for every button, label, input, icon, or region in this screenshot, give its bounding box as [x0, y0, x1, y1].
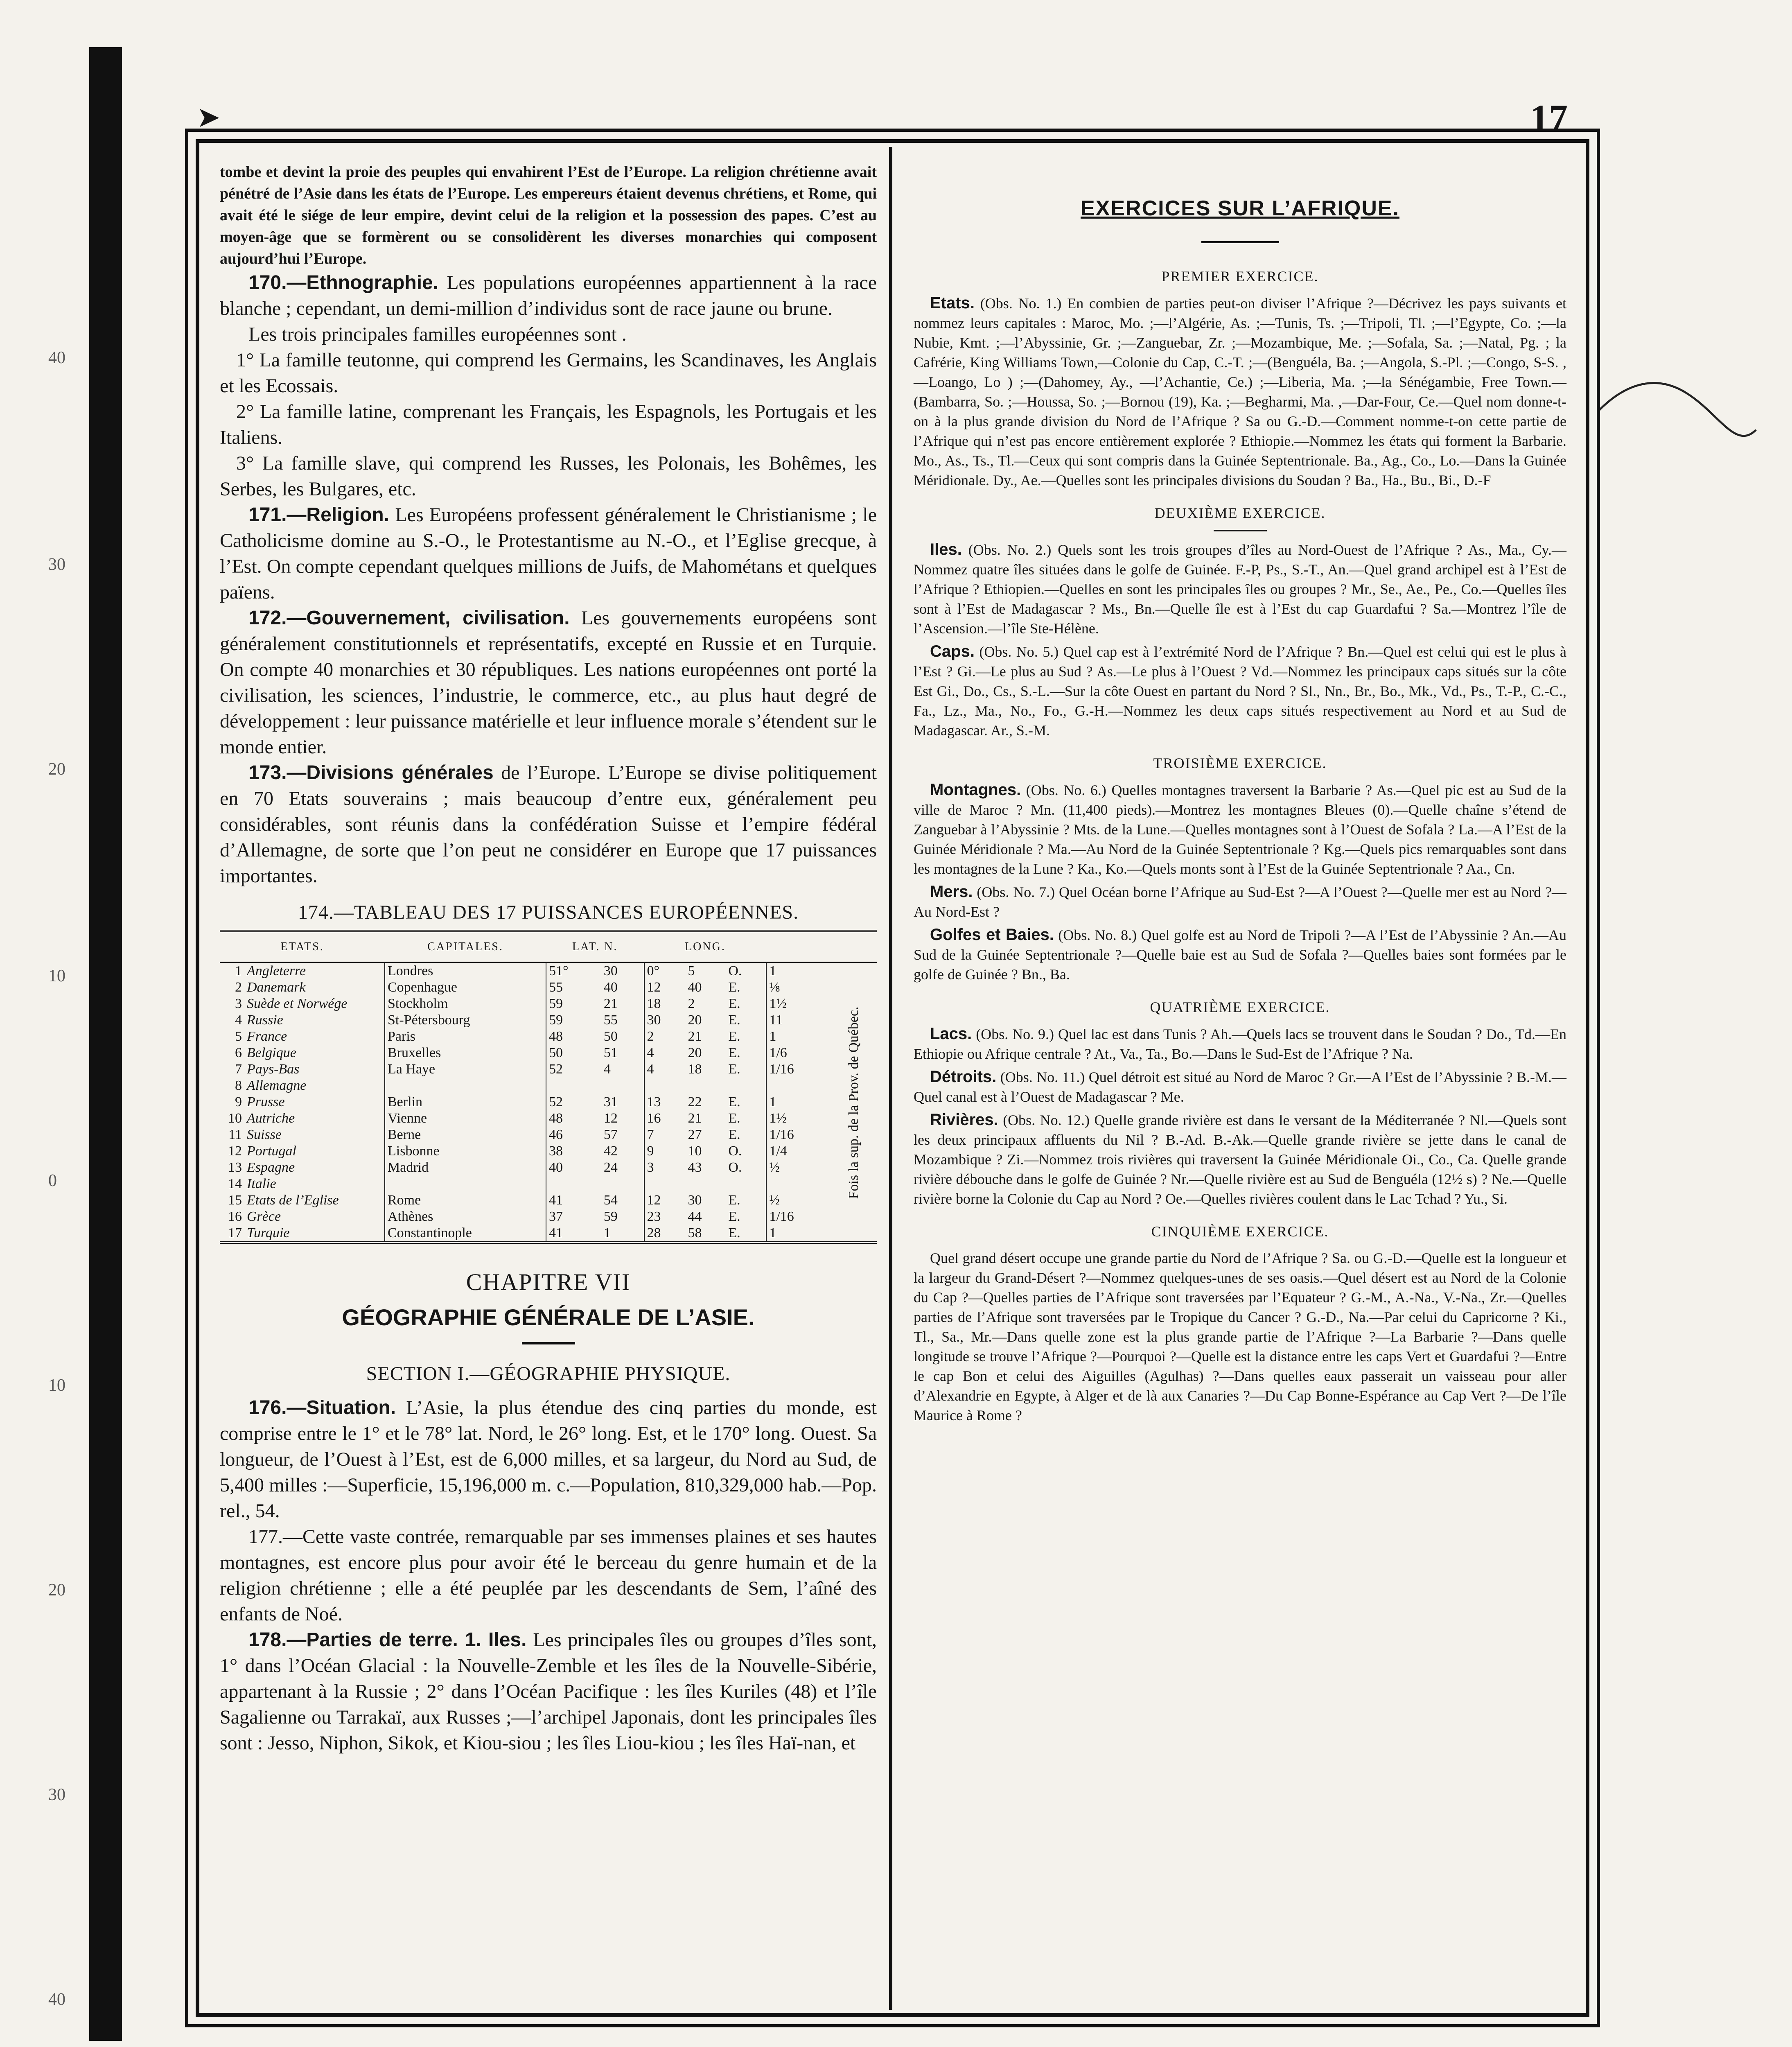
cell-lon-d	[644, 1078, 686, 1094]
cell-lon-m	[686, 1176, 726, 1192]
cell-lat-d: 50	[546, 1045, 601, 1061]
column-header: LAT. N.	[546, 931, 644, 962]
paragraph-text: Les gouvernements européens sont généralement constitutionnels et représentatifs, excepté en Russie et en Turquie. On compte 40 monarchies et 30 républiques. Les nations européennes ont porté la civilisation, les sciences, l’industrie, le commerce, etc., au plus haut degré de développement : leur puissance matérielle et leur influence morale s’étendent sur le monde entier.	[220, 607, 877, 758]
chapter-title: GÉOGRAPHIE GÉNÉRALE DE L’ASIE.	[342, 1304, 755, 1330]
cell-lon-d: 4	[644, 1061, 686, 1078]
margin-mark: 30	[48, 1785, 65, 1804]
cell-state: Autriche	[247, 1111, 295, 1126]
table-row	[220, 1078, 877, 1094]
cell-capital: Berlin	[385, 1094, 546, 1110]
column-header: ETATS.	[220, 931, 385, 962]
table-row	[220, 1094, 877, 1110]
margin-mark: 40	[48, 1990, 65, 2009]
cell-lat-d: 52	[546, 1094, 601, 1110]
family-teutonne: 1° La famille teutonne, qui comprend les Germains, les Scandinaves, les Anglais et les Ecossais.	[220, 349, 877, 397]
cell-ratio: 11	[766, 1012, 831, 1028]
cell-state: Russie	[247, 1012, 283, 1028]
table-row	[220, 1012, 877, 1028]
cell-lon-m: 43	[688, 1160, 702, 1175]
exercise-text: (Obs. No. 7.) Quel Océan borne l’Afrique au Sud-Est ?—A l’Ouest ?—Quelle mer est au Nord ?—Au Nord-Est ?	[914, 884, 1566, 920]
exercise-5-title: CINQUIÈME EXERCICE.	[1151, 1223, 1329, 1240]
exercise-2-title: DEUXIÈME EXERCICE.	[1154, 505, 1326, 521]
divider-rule	[1214, 530, 1267, 531]
exercise-heading: Golfes et Baies.	[930, 926, 1054, 944]
table-title: 174.—TABLEAU DES 17 PUISSANCES EUROPÉENNES.	[298, 901, 799, 923]
margin-mark: 0	[48, 1171, 57, 1190]
paragraph-173	[220, 760, 877, 889]
cell-lat-m	[601, 1176, 644, 1192]
paragraph-171	[220, 502, 877, 605]
cell-n: 15	[228, 1193, 242, 1208]
cell-lon-m: 21	[688, 1029, 702, 1044]
cell-lon-d: 0°	[644, 962, 686, 980]
table-row	[220, 1061, 877, 1078]
exercise-text: (Obs. No. 8.) Quel golfe est au Nord de Tripoli ?—A l’Est de l’Abyssinie ? An.—Au Sud de la Guinée Septentrionale ?—Quelle baie est au Sud de Sofala ?—Quelles baies sont formées par le golfe de Guinée ? Bn., Ba.	[914, 927, 1566, 983]
cell-lon-m: 20	[688, 1012, 702, 1028]
cell-capital: Constantinople	[385, 1225, 546, 1243]
cell-lat-m: 1	[603, 1225, 611, 1240]
cell-lon-m	[686, 1078, 726, 1094]
cell-lat-d: 38	[546, 1143, 601, 1159]
cell-capital: Rome	[385, 1192, 546, 1209]
cell-lat-m	[601, 1078, 644, 1094]
cell-dir: O.	[728, 1160, 742, 1175]
cell-lat-m: 57	[603, 1127, 618, 1142]
cell-state: Portugal	[247, 1143, 296, 1159]
cell-state: Italie	[247, 1176, 276, 1191]
cell-ratio	[766, 1176, 831, 1192]
families-intro: Les trois principales familles européennes sont .	[248, 323, 627, 345]
exercise-heading: Rivières.	[930, 1111, 998, 1129]
cell-lon-d: 2	[644, 1028, 686, 1045]
cell-lon-d: 3	[644, 1159, 686, 1176]
cell-lat-d: 46	[546, 1127, 601, 1143]
exercise-text: (Obs. No. 9.) Quel lac est dans Tunis ? Ah.—Quels lacs se trouvent dans le Soudan ? Do., Td.—En Ethiopie ou Afrique centrale ? At., Va., Ta., Bo.—Dans le Sud-Est de l’Afrique ? Na.	[914, 1026, 1566, 1062]
cell-lat-d: 41	[546, 1192, 601, 1209]
cell-lon-m: 44	[688, 1209, 702, 1224]
paragraph-170	[220, 270, 877, 321]
left-column	[220, 161, 877, 1756]
cell-n: 2	[235, 980, 242, 995]
cell-dir: E.	[728, 1111, 740, 1126]
cell-capital: Stockholm	[385, 996, 546, 1012]
paragraph-text: L’Asie, la plus étendue des cinq parties du monde, est comprise entre le 1° et le 78° lat. Nord, le 26° long. Est, et le 170° long. Ouest. Sa longueur, de l’Ouest à l’Est, est de 6,000 milles, et sa largeur, du Nord au Sud, de 5,400 milles :—Superficie, 15,196,000 m. c.—Population, 810,329,000 hab.—Pop. rel., 54.	[220, 1397, 877, 1522]
margin-mark: 10	[48, 1376, 65, 1395]
column-header: LONG.	[644, 931, 767, 962]
cell-n: 9	[235, 1094, 242, 1109]
cell-lat-m: 21	[603, 996, 618, 1011]
cell-lon-d: 18	[644, 996, 686, 1012]
paragraph-172	[220, 605, 877, 760]
exercise-1-title: PREMIER EXERCICE.	[1161, 268, 1319, 285]
paragraph-text: de l’Europe. L’Europe se divise politiquement en 70 Etats souverains ; mais beaucoup d’entre eux, généralement peu considérables, sont réunis dans la confédération Suisse et l’empire fédéral d’Allemagne, de sorte que l’on peut ne considérer en Europe que 17 puissances importantes.	[220, 762, 877, 887]
cell-dir: O.	[728, 1143, 742, 1159]
right-column	[914, 161, 1566, 1428]
cell-lon-m: 18	[688, 1062, 702, 1077]
cell-capital: Bruxelles	[385, 1045, 546, 1061]
cell-lon-d: 4	[644, 1045, 686, 1061]
cell-ratio: 1	[766, 962, 831, 980]
powers-table	[220, 930, 877, 1244]
cell-lat-d: 52	[546, 1061, 601, 1078]
margin-mark: 20	[48, 1581, 65, 1600]
cell-capital	[385, 1078, 546, 1094]
paragraph-178	[220, 1627, 877, 1756]
exercise-caps	[914, 642, 1566, 740]
cell-n: 7	[235, 1062, 242, 1077]
table-row	[220, 1127, 877, 1143]
cell-n: 8	[235, 1078, 242, 1093]
cell-state: Espagne	[247, 1160, 295, 1175]
cell-lat-m: 40	[603, 980, 618, 995]
cell-lon-d: 13	[644, 1094, 686, 1110]
cell-lon-d: 12	[644, 1192, 686, 1209]
exercise-text: (Obs. No. 12.) Quelle grande rivière est dans le versant de la Méditerranée ? Nl.—Quels sont les deux principaux affluents du Nil ? B.-Ad. B.-Ak.—Quelle grande rivière se jette dans le canal de Mozambique ? Zi.—Nommez trois rivières qui traversent la Guinée Méridionale Oi., Co., Ca. Quelle grande rivière débouche dans le golfe de Guinée ? Nr.—Quelle rivière est au Sud de Benguéla (12½ s) ? Ne.—Quelle rivière borne la Colonie du Cap au Nord ? Oe.—Quelles rivières coulent dans le Lac Tchad ? Yu., Si.	[914, 1112, 1566, 1207]
cell-lat-d	[546, 1176, 601, 1192]
corner-arrow-icon: ➤	[196, 102, 221, 133]
table-row	[220, 1028, 877, 1045]
cell-dir: E.	[728, 1045, 740, 1060]
cell-dir: E.	[728, 1225, 740, 1240]
cell-capital: Athènes	[385, 1209, 546, 1225]
exercise-heading: Lacs.	[930, 1025, 972, 1043]
divider-rule	[522, 1342, 575, 1344]
cell-lat-m: 42	[603, 1143, 618, 1159]
cell-dir: E.	[728, 1209, 740, 1224]
cell-lat-d: 59	[546, 1012, 601, 1028]
table-row	[220, 1159, 877, 1176]
cell-dir: E.	[728, 1062, 740, 1077]
cell-lat-d: 48	[546, 1028, 601, 1045]
page-frame	[196, 139, 1589, 2017]
heading-gouvernement: 172.—Gouvernement, civilisation.	[248, 607, 570, 629]
cell-capital: La Haye	[385, 1061, 546, 1078]
page-number: 17	[1530, 97, 1568, 139]
exercise-heading: Iles.	[930, 540, 962, 558]
cell-ratio: 1	[766, 1028, 831, 1045]
exercise-desert: Quel grand désert occupe une grande partie du Nord de l’Afrique ? Sa. ou G.-D.—Quelle est la longueur et la largeur du Grand-Désert ?—Nommez quelques-unes de ses oasis.—Quel désert est au Nord de la Colonie du Cap ?—Quelles parties de l’Afrique sont traversées par l’Equateur ? G.-M., A.-Na., V.-Na., Zr.—Quelles parties de l’Afrique sont traversées par le Tropique du Cancer ? G.-D., Na.—Par celui du Capricorne ? Ki., Tl., Sa., Mr.—Dans quelle zone est la plus grande partie de l’Afrique ?—La Barbarie ?—Dans quelle longitude se trouve l’Afrique ?—Pourquoi ?—Quelle est la distance entre les caps Vert et Guardafui ?—Entre le cap Bon et celui des Aiguilles (Agulhas) ?—Dans quelles eaux passerait un vaisseau pour aller d’Alexandrie en Egypte, à Alger et de là aux Canaries ?—Du Cap Bonne-Espérance au Cap Vert ?—De l’île Maurice à Rome ?	[914, 1250, 1566, 1423]
heading-parties-de-terre: 178.—Parties de terre. 1. Iles.	[248, 1629, 527, 1651]
cell-lat-d: 59	[546, 996, 601, 1012]
exercise-detroits	[914, 1067, 1566, 1107]
column-divider	[889, 147, 892, 2010]
cell-ratio: 1	[766, 1094, 831, 1110]
binding-edge	[89, 47, 122, 2041]
margin-mark: 20	[48, 760, 65, 779]
cell-state: Belgique	[247, 1045, 296, 1060]
cell-dir: O.	[728, 963, 742, 978]
cell-ratio: 1/16	[766, 1061, 831, 1078]
cell-dir: E.	[728, 1127, 740, 1142]
cell-lat-d: 48	[546, 1110, 601, 1127]
cell-lat-d	[546, 1078, 601, 1094]
cell-capital: Lisbonne	[385, 1143, 546, 1159]
table-row	[220, 979, 877, 996]
cell-lon-m: 27	[688, 1127, 702, 1142]
cell-ratio: 1½	[766, 1110, 831, 1127]
cell-capital: St-Pétersbourg	[385, 1012, 546, 1028]
heading-religion: 171.—Religion.	[248, 504, 390, 526]
cell-lat-m: 54	[603, 1193, 618, 1208]
cell-capital: Londres	[385, 962, 546, 980]
cell-dir: E.	[728, 980, 740, 995]
margin-mark: 30	[48, 555, 65, 574]
cell-n: 13	[228, 1160, 242, 1175]
cell-dir: E.	[728, 1012, 740, 1028]
exercise-lacs	[914, 1024, 1566, 1064]
margin-mark: 40	[48, 348, 65, 367]
cell-dir: E.	[728, 1193, 740, 1208]
table-row	[220, 1209, 877, 1225]
exercise-3-title: TROISIÈME EXERCICE.	[1153, 755, 1327, 771]
family-slave: 3° La famille slave, qui comprend les Russes, les Polonais, les Bohêmes, les Serbes, les Bulgares, etc.	[220, 452, 877, 500]
cell-n: 12	[228, 1143, 242, 1159]
cell-state: Suisse	[247, 1127, 282, 1142]
cell-state: Danemark	[247, 980, 306, 995]
cell-n: 3	[235, 996, 242, 1011]
table-row	[220, 962, 877, 980]
cell-n: 11	[228, 1127, 242, 1142]
left-margin-strip	[0, 0, 88, 2047]
cell-state: Etats de l’Eglise	[247, 1193, 339, 1208]
cell-lon-m: 5	[688, 963, 695, 978]
cell-lon-m: 58	[688, 1225, 702, 1240]
cell-lon-m: 10	[688, 1143, 702, 1159]
cell-capital: Berne	[385, 1127, 546, 1143]
cell-n: 10	[228, 1111, 242, 1126]
cell-ratio: ½	[766, 1192, 831, 1209]
heading-situation: 176.—Situation.	[248, 1397, 396, 1419]
cell-dir: E.	[728, 1094, 740, 1109]
cell-state: Angleterre	[247, 963, 306, 978]
table-row	[220, 1143, 877, 1159]
cell-ratio: ⅛	[766, 979, 831, 996]
cell-lon-m: 30	[688, 1193, 702, 1208]
paragraph-176	[220, 1395, 877, 1524]
paragraph-text: Les Européens professent généralement le Christianisme ; le Catholicisme domine au S.-O., le Protestantisme au N.-O., et l’Eglise grecque, à l’Est. On compte cependant quelques millions de Juifs, de Mahométans et quelques païens.	[220, 504, 877, 603]
cell-lat-d: 51°	[546, 962, 601, 980]
cell-ratio: 1/16	[766, 1127, 831, 1143]
exercise-text: (Obs. No. 1.) En combien de parties peut-on diviser l’Afrique ?—Décrivez les pays suivants et nommez leurs capitales : Maroc, Mo. ;—l’Algérie, As. ;—Tunis, Ts. ;—Tripoli, Tl. ;—l’Egypte, Co. ;—la Nubie, Kmt. ;—l’Abyssinie, Gr. ;—Zanguebar, Zr. ;—Mozambique, Me. ;—Sofala, Sa. ;—Natal, Pg. ; la Cafrérie, King Williams Town,—Colonie du Cap, C.-T. ;—(Benguéla, Ba. ;—Angola, S.-Pl. ;—Congo, S-S. ,—Loango, Lo ) ;—(Dahomey, Ay., —l’Achantie, Ce.) ;—Liberia, Ma. ;—la Sénégambie, Free Town.—(Bambarra, So. ;—Houssa, So. ;—Bornou (19), Ka. ;—Begharmi, Ma. ,—Dar-Four, Ce.—Quel nom donne-t-on à la plus grande division du Nord de l’Afrique ? Sa ou G.-D.—Comment nomme-t-on cette partie de l’Afrique qui n’est pas encore entièrement explorée ? Ethiopie.—Nommez les états qui forment la Barbarie. Mo., As., Ts., Tl.—Ceux qui sont compris dans la Guinée Septentrionale. Ba., Ag., Co., Lo.—Dans la Guinée Méridionale. Dy., Ae.—Quelles sont les principales divisions du Soudan ? Ba., Ha., Bu., Bi., D.-F	[914, 295, 1566, 488]
cell-lat-m: 55	[603, 1012, 618, 1028]
cell-dir	[726, 1078, 766, 1094]
cell-ratio: 1/4	[766, 1143, 831, 1159]
family-latine: 2° La famille latine, comprenant les Français, les Espagnols, les Portugais et les Italiens.	[220, 401, 877, 448]
heading-ethnographie: 170.—Ethnographie.	[248, 272, 439, 294]
cell-lat-m: 30	[603, 963, 618, 978]
cell-ratio: 1/16	[766, 1209, 831, 1225]
cell-n: 16	[228, 1209, 242, 1224]
divider-rule	[1201, 241, 1279, 243]
cell-lon-d: 12	[644, 979, 686, 996]
paragraph-text: Les populations européennes appartiennent à la race blanche ; cependant, un demi-million d’individus sont de race jaune ou brune.	[220, 272, 877, 319]
cell-ratio: 1½	[766, 996, 831, 1012]
pen-scribble-icon	[1588, 368, 1760, 475]
exercise-text: (Obs. No. 5.) Quel cap est à l’extrémité Nord de l’Afrique ? Bn.—Quel est celui qui est le plus à l’Est ? Gi.—Le plus au Sud ? As.—Le plus à l’Ouest ? Vd.—Nommez les principaux caps situés sur la côte Est Gi., Do., Cs., S.-L.—Sur la côte Ouest en partant du Nord ? Sl., Nn., Br., Bo., Mk., Vd., Ps., T.-P., C.-C., Fa., Lz., Ma., No., Fo., G.-H.—Nommez les deux caps situés respectivement au Nord et au Sud de Madagascar. Ar., S.-M.	[914, 644, 1566, 739]
cell-lat-m: 4	[603, 1062, 611, 1077]
cell-state: Allemagne	[247, 1078, 307, 1093]
table-row	[220, 1176, 877, 1192]
cell-dir	[726, 1176, 766, 1192]
cell-lon-d: 23	[644, 1209, 686, 1225]
cell-dir: E.	[728, 1029, 740, 1044]
cell-state: Turquie	[247, 1225, 290, 1240]
cell-dir: E.	[728, 996, 740, 1011]
table-row	[220, 1110, 877, 1127]
table-row	[220, 996, 877, 1012]
exercise-4-title: QUATRIÈME EXERCICE.	[1150, 999, 1330, 1015]
cell-lat-d: 37	[546, 1209, 601, 1225]
chapter-number: CHAPITRE VII	[466, 1269, 631, 1295]
cell-lon-m: 21	[688, 1111, 702, 1126]
cell-n: 5	[235, 1029, 242, 1044]
cell-ratio: 1/6	[766, 1045, 831, 1061]
exercise-heading: Détroits.	[930, 1068, 997, 1086]
cell-lat-d: 40	[546, 1159, 601, 1176]
cell-lon-d: 9	[644, 1143, 686, 1159]
cell-capital: Madrid	[385, 1159, 546, 1176]
cell-state: Pays-Bas	[247, 1062, 300, 1077]
cell-lat-m: 59	[603, 1209, 618, 1224]
cell-n: 4	[235, 1012, 242, 1028]
cell-n: 6	[235, 1045, 242, 1060]
cell-lon-m: 40	[688, 980, 702, 995]
paragraph-177: 177.—Cette vaste contrée, remarquable par ses immenses plaines et ses hautes montagnes, est encore plus pour avoir été le berceau du genre humain et de la religion chrétienne ; elle a été peuplée par les descendants de Sem, l’aîné des enfants de Noé.	[220, 1526, 877, 1625]
cell-lat-m: 31	[603, 1094, 618, 1109]
exercise-heading: Etats.	[930, 294, 975, 312]
section-title: SECTION I.—GÉOGRAPHIE PHYSIQUE.	[366, 1363, 731, 1385]
exercises-title: EXERCICES SUR L’AFRIQUE.	[1081, 197, 1399, 220]
cell-lon-m: 2	[688, 996, 695, 1011]
cell-lat-m: 51	[603, 1045, 618, 1060]
cell-state: Prusse	[247, 1094, 285, 1109]
cell-capital: Vienne	[385, 1110, 546, 1127]
exercise-text: (Obs. No. 11.) Quel détroit est situé au Nord de Maroc ? Gr.—A l’Est de l’Abyssinie ? B.-M.—Quel canal est à l’Ouest de Madagascar ? Me.	[914, 1069, 1566, 1105]
cell-lon-d	[644, 1176, 686, 1192]
cell-lat-d: 55	[546, 979, 601, 996]
cell-ratio: 1	[766, 1225, 831, 1243]
exercise-text: (Obs. No. 6.) Quelles montagnes traversent la Barbarie ? As.—Quel pic est au Sud de la ville de Maroc ? Mn. (11,400 pieds).—Montrez les montagnes Bleues (0).—Quelle chaîne s’étend de Zanguebar à l’Abyssinie ? Mts. de la Lune.—Quelles montagnes sont à l’Ouest de Sofala ? La.—A l’Est de la Guinée Méridionale ? Ma.—Au Nord de la Guinée Septentrionale ? Kg.—Quels pics remarquables sont dans les montagnes de la Lune ? Ka., Ko.—Quels monts sont à l’Est de la Guinée Septentrionale ? Aa., Cn.	[914, 782, 1566, 877]
cell-capital	[385, 1176, 546, 1192]
cell-ratio: ½	[766, 1159, 831, 1176]
cell-lon-d: 7	[644, 1127, 686, 1143]
cell-lat-m: 50	[603, 1029, 618, 1044]
table-row	[220, 1225, 877, 1243]
cell-state: Grèce	[247, 1209, 281, 1224]
exercise-heading: Montagnes.	[930, 781, 1021, 799]
cell-lon-d: 30	[644, 1012, 686, 1028]
quebec-note: Fois la sup. de la Prov. de Québec.	[846, 1006, 862, 1199]
exercise-montagnes	[914, 780, 1566, 879]
cell-lon-d: 28	[644, 1225, 686, 1243]
cell-ratio	[766, 1078, 831, 1094]
cell-n: 1	[235, 963, 242, 978]
column-header: CAPITALES.	[385, 931, 546, 962]
cell-lon-m: 22	[688, 1094, 702, 1109]
exercise-text: (Obs. No. 2.) Quels sont les trois groupes d’îles au Nord-Ouest de l’Afrique ? As., Ma., Cy.—Nommez quatre îles situées dans le golfe de Guinée. F.-P, Ps., S.-T., An.—Quel grand archipel est à l’Est de l’Afrique ? Ethiopien.—Quelles en sont les principales îles ou groupes ? Mr., Se., Ae., Pe., Co.—Quelles îles sont à l’Est de Madagascar ? Ms., Bn.—Quelle île est à l’Est du cap Guardafui ? Sa.—Montrez l’île de l’Ascension.—l’île Ste-Hélène.	[914, 542, 1566, 637]
exercise-heading: Caps.	[930, 642, 975, 660]
exercise-mers	[914, 882, 1566, 922]
exercise-iles	[914, 540, 1566, 638]
table-row	[220, 1192, 877, 1209]
exercise-rivieres	[914, 1110, 1566, 1209]
cell-n: 14	[228, 1176, 242, 1191]
cell-lat-m: 24	[603, 1160, 618, 1175]
cell-lon-m: 20	[688, 1045, 702, 1060]
exercise-heading: Mers.	[930, 883, 973, 901]
paragraph-text: Les principales îles ou groupes d’îles sont, 1° dans l’Océan Glacial : la Nouvelle-Zemble et les îles de la Nouvelle-Sibérie, appartenant à la Russie ; 2° dans l’Océan Pacifique : les îles Kuriles (48) et l’île Sagalienne ou Tarrakaï, aux Russes ;—l’archipel Japonais, dont les principales îles sont : Jesso, Niphon, Sikok, et Kiou-siou ; les îles Liou-kiou ; les îles Haï-nan, et	[220, 1629, 877, 1754]
cell-state: Suède et Norwége	[247, 996, 348, 1011]
table-row	[220, 1045, 877, 1061]
cell-capital: Paris	[385, 1028, 546, 1045]
heading-divisions: 173.—Divisions générales	[248, 762, 494, 784]
exercise-etats	[914, 293, 1566, 490]
cell-state: France	[247, 1029, 287, 1044]
cell-capital: Copenhague	[385, 979, 546, 996]
margin-mark: 10	[48, 967, 65, 985]
intro-paragraph: tombe et devint la proie des peuples qui envahirent l’Est de l’Europe. La religion chrétienne avait pénétré de l’Asie dans les états de l’Europe. Les empereurs étaient devenus chrétiens, et Rome, qui avait été le siége de leur empire, devint celui de la religion et la possession des papes. C’est au moyen-âge que se formèrent ou se consolidèrent les diverses monarchies qui composent aujourd’hui l’Europe.	[220, 163, 877, 267]
exercise-golfes	[914, 925, 1566, 984]
cell-lat-m: 12	[603, 1111, 618, 1126]
cell-n: 17	[228, 1225, 242, 1240]
cell-lat-d: 41	[546, 1225, 601, 1243]
cell-lon-d: 16	[644, 1110, 686, 1127]
